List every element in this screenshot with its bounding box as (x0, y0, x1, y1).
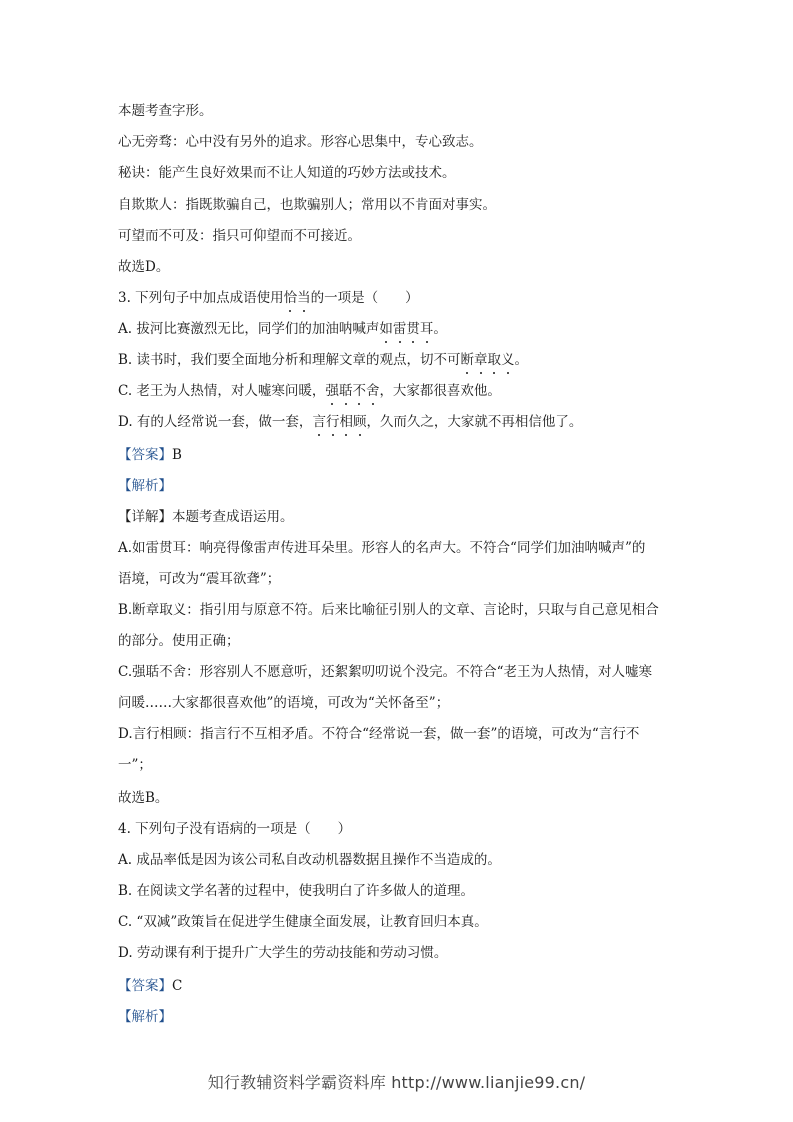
dotted-character: 聒 (338, 383, 353, 399)
explanation-line: 问暖……大家都很喜欢他”的语境，可改为“关怀备至”； (118, 695, 450, 711)
option-text: ，久而久之，大家就不再相信他了。 (366, 414, 583, 430)
question-3-analysis-heading (118, 477, 678, 495)
question-4-stem: 4. 下列句子没有语病的一项是（ ） (118, 821, 352, 837)
stem-text: 3. 下列句子中加点成语使用 (118, 290, 284, 306)
stem-text: 的一项是（ ） (310, 290, 419, 306)
dotted-character: 耳 (419, 321, 434, 337)
text-line: 本题考查字形。 (118, 103, 213, 119)
question-3-option-a (118, 320, 678, 338)
dotted-character: 强 (325, 383, 339, 399)
dotted-emphasis (284, 290, 311, 306)
analysis-tag: 【解析】 (118, 1009, 172, 1025)
dotted-character: 断 (460, 352, 475, 368)
question-4-analysis-heading (118, 1008, 678, 1026)
explanation-line: 的部分。使用正确； (118, 633, 240, 649)
question-3-option-d (118, 413, 678, 431)
question-3-detail (118, 508, 678, 526)
answer-tag: 【答案】 (118, 447, 172, 463)
dotted-character: 言 (312, 414, 326, 430)
option-text: B. 读书时，我们要全面地分析和理解文章的观点，切不可 (118, 352, 461, 368)
text-line: 故选D。 (118, 259, 170, 275)
option-text: 。 (514, 352, 529, 368)
dotted-character: 相 (339, 414, 353, 430)
detail-tag: 【详解】 (118, 509, 172, 525)
dotted-character: 不 (352, 383, 366, 399)
option-text: ，大家都很喜欢他。 (379, 383, 501, 399)
question-4-option-a: A. 成品率低是因为该公司私自改动机器数据且操作不当造成的。 (118, 852, 501, 868)
option-text: C. 老王为人热情，对人嘘寒问暖， (118, 383, 326, 399)
text-line: 秘诀：能产生良好效果而不让人知道的巧妙方法或技术。 (118, 165, 456, 181)
analysis-tag: 【解析】 (118, 478, 172, 494)
dotted-idiom (461, 352, 515, 368)
question-4-option-c: C. “双减”政策旨在促进学生健康全面发展，让教育回归本真。 (118, 914, 488, 930)
explanation-line: A.如雷贯耳：响亮得像雷声传进耳朵里。形容人的名声大。不符合“同学们加油呐喊声”的 (118, 540, 646, 556)
answer-tag: 【答案】 (118, 978, 172, 994)
dotted-character: 义 (501, 352, 515, 368)
text-line: 可望而不可及：指只可仰望而不可接近。 (118, 228, 361, 244)
question-4-option-b: B. 在阅读文学名著的过程中，使我明白了许多做人的道理。 (118, 883, 475, 899)
dotted-character: 章 (474, 352, 488, 368)
explanation-line: 语境，可改为“震耳欲聋”； (118, 571, 281, 587)
conclusion-line: 故选B。 (118, 790, 169, 806)
answer-value: B (172, 447, 182, 463)
detail-text: 本题考查成语运用。 (172, 509, 294, 525)
option-text: 。 (433, 321, 447, 337)
question-3-option-c (118, 382, 678, 400)
option-text: A. 拔河比赛激烈无比，同学们的加油呐喊声 (118, 321, 380, 337)
explanation-line: D.言行相顾：指言行不互相矛盾。不符合“经常说一套，做一套”的语境，可改为“言行不 (118, 726, 640, 742)
dotted-character: 当 (297, 290, 311, 306)
dotted-character: 舍 (365, 383, 380, 399)
explanation-line: 一”； (118, 757, 152, 773)
dotted-idiom (325, 383, 379, 399)
explanation-line: C.强聒不舍：形容别人不愿意听，还絮絮叨叨说个没完。不符合“老王为人热情，对人嘘寒 (118, 664, 653, 680)
text-line: 自欺欺人：指既欺骗自己，也欺骗别人；常用以不肯面对事实。 (118, 197, 496, 213)
footer-watermark: 知行教辅资料学霸资料库 http://www.lianjie99.cn/ (207, 1073, 586, 1092)
question-3-answer (118, 446, 678, 464)
question-3-stem (118, 289, 678, 307)
dotted-character: 取 (487, 352, 502, 368)
dotted-character: 顾 (352, 414, 367, 430)
dotted-idiom (379, 321, 433, 337)
question-4-answer (118, 977, 678, 995)
explanation-line: B.断章取义：指引用与原意不符。后来比喻征引别人的文章、言论时，只取与自己意见相合 (118, 602, 659, 618)
dotted-character: 如 (379, 321, 393, 337)
question-4-option-d: D. 劳动课有利于提升广大学生的劳动技能和劳动习惯。 (118, 945, 448, 961)
option-text: D. 有的人经常说一套，做一套， (118, 414, 313, 430)
dotted-idiom (312, 414, 366, 430)
text-line: 心无旁骛：心中没有另外的追求。形容心思集中，专心致志。 (118, 134, 483, 150)
answer-value: C (172, 978, 183, 994)
question-3-option-b (118, 351, 678, 369)
dotted-character: 贯 (406, 321, 420, 337)
dotted-character: 恰 (283, 290, 298, 306)
dotted-character: 雷 (392, 321, 407, 337)
dotted-character: 行 (325, 414, 340, 430)
